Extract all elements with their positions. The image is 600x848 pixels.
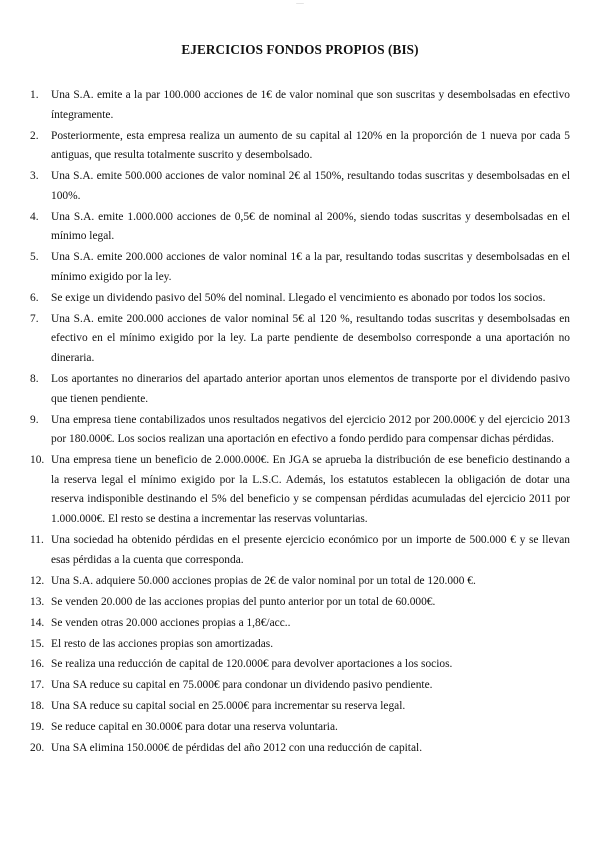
exercise-item-20 (30, 739, 570, 759)
exercise-item-5 (30, 248, 570, 287)
exercise-number: 18. (30, 700, 45, 713)
exercise-item-4 (30, 208, 570, 247)
exercise-text: Una empresa tiene contabilizados unos resultados negativos del ejercicio 2012 por 200.000€ y del ejercicio 2013 por 180.000€. Los socios realizan una aportación en efectivo a fondo perdido para compensar dichas pérdidas. (51, 413, 570, 446)
exercise-number: 17. (30, 679, 45, 692)
exercise-number: 20. (30, 742, 45, 755)
exercise-number: 3. (30, 170, 39, 183)
exercise-text: Se reduce capital en 30.000€ para dotar una reserva voluntaria. (51, 721, 338, 734)
exercise-number: 14. (30, 616, 45, 629)
exercise-text: Los aportantes no dinerarios del apartado anterior aportan unos elementos de transporte por el dividendo pasivo que tienen pendiente. (51, 373, 570, 405)
exercise-number: 19. (30, 721, 45, 734)
exercise-number: 4. (30, 210, 39, 223)
exercise-item-9 (30, 411, 570, 450)
exercise-number: 10. (30, 454, 45, 467)
exercise-item-12 (30, 572, 570, 592)
exercise-list (30, 86, 570, 760)
exercise-text: Se realiza una reducción de capital de 120.000€ para devolver aportaciones a los socios. (51, 658, 453, 671)
exercise-item-19 (30, 718, 570, 738)
exercise-item-2 (30, 127, 570, 166)
exercise-text: Una S.A. emite a la par 100.000 acciones de 1€ de valor nominal que son suscritas y desembolsadas en efectivo íntegramente. (51, 89, 570, 121)
exercise-item-7 (30, 310, 570, 369)
exercise-item-18 (30, 697, 570, 717)
exercise-item-15 (30, 635, 570, 655)
exercise-text: Se venden otras 20.000 acciones propias a 1,8€/acc.. (51, 616, 291, 629)
exercise-number: 1. (30, 89, 39, 101)
exercise-number: 11. (30, 533, 44, 546)
document-title: EJERCICIOS FONDOS PROPIOS (BIS) (181, 42, 419, 57)
exercise-item-3 (30, 167, 570, 206)
exercise-text: Una sociedad ha obtenido pérdidas en el presente ejercicio económico por un importe de 500.000 € y se llevan esas pérdidas a la cuenta que corresponda. (51, 533, 570, 566)
exercise-text: Una SA elimina 150.000€ de pérdidas del año 2012 con una reducción de capital. (51, 742, 423, 755)
exercise-item-6 (30, 289, 570, 309)
exercise-text: Una empresa tiene un beneficio de 2.000.000€. En JGA se aprueba la distribución de ese beneficio destinando a la reserva legal el mínimo exigido por la L.S.C. Además, los estatutos establecen la obligación de dotar una reserva indisponible destinando el 5% del beneficio y se compensan pérdidas acumuladas del ejercicio 2011 por 1.000.000€. El resto se destina a incrementar las reservas voluntarias. (51, 454, 570, 525)
exercise-item-16 (30, 655, 570, 675)
exercise-text: Se venden 20.000 de las acciones propias del punto anterior por un total de 60.000€. (51, 595, 436, 608)
exercise-item-1 (30, 86, 570, 125)
exercise-item-17 (30, 676, 570, 696)
exercise-number: 15. (30, 637, 45, 650)
exercise-text: Una S.A. adquiere 50.000 acciones propias de 2€ de valor nominal por un total de 120.000 €. (51, 574, 476, 587)
exercise-text: Una S.A. emite 500.000 acciones de valor nominal 2€ al 150%, resultando todas suscritas y desembolsadas en el 100%. (51, 170, 570, 202)
exercise-number: 7. (30, 312, 39, 325)
exercise-item-11 (30, 531, 570, 570)
exercise-item-13 (30, 593, 570, 613)
exercise-item-10 (30, 451, 570, 529)
exercise-number: 13. (30, 595, 45, 608)
exercise-text: El resto de las acciones propias son amortizadas. (51, 637, 274, 650)
exercise-number: 5. (30, 251, 39, 264)
exercise-number: 6. (30, 291, 39, 304)
exercise-number: 8. (30, 373, 39, 386)
exercise-text: Posteriormente, esta empresa realiza un aumento de su capital al 120% en la proporción de 1 nueva por cada 5 antiguas, que resulta totalmente suscrito y desembolsado. (51, 129, 570, 162)
exercise-number: 9. (30, 413, 39, 426)
exercise-text: Una SA reduce su capital en 75.000€ para condonar un dividendo pasivo pendiente. (51, 679, 433, 692)
exercise-text: Una SA reduce su capital social en 25.000€ para incrementar su reserva legal. (51, 700, 406, 713)
exercise-text: Una S.A. emite 1.000.000 acciones de 0,5€ de nominal al 200%, siendo todas suscritas y desembolsadas en el mínimo legal. (51, 210, 570, 243)
exercise-text: Una S.A. emite 200.000 acciones de valor nominal 5€ al 120 %, resultando todas suscritas y desembolsadas en efectivo en el mínimo exigido por la ley. La parte pendiente de desembolso corresponde a una aportación no dineraria. (51, 312, 570, 365)
exercise-text: Se exige un dividendo pasivo del 50% del nominal. Llegado el vencimiento es abonado por todos los socios. (51, 291, 546, 304)
exercise-number: 16. (30, 658, 45, 671)
page-header-mark: ___ (296, 0, 304, 5)
exercise-number: 12. (30, 574, 45, 587)
exercise-text: Una S.A. emite 200.000 acciones de valor nominal 1€ a la par, resultando todas suscritas y desembolsadas en el mínimo exigido por la ley. (51, 251, 570, 283)
exercise-item-14 (30, 614, 570, 634)
exercise-number: 2. (30, 129, 39, 142)
exercise-item-8 (30, 370, 570, 409)
